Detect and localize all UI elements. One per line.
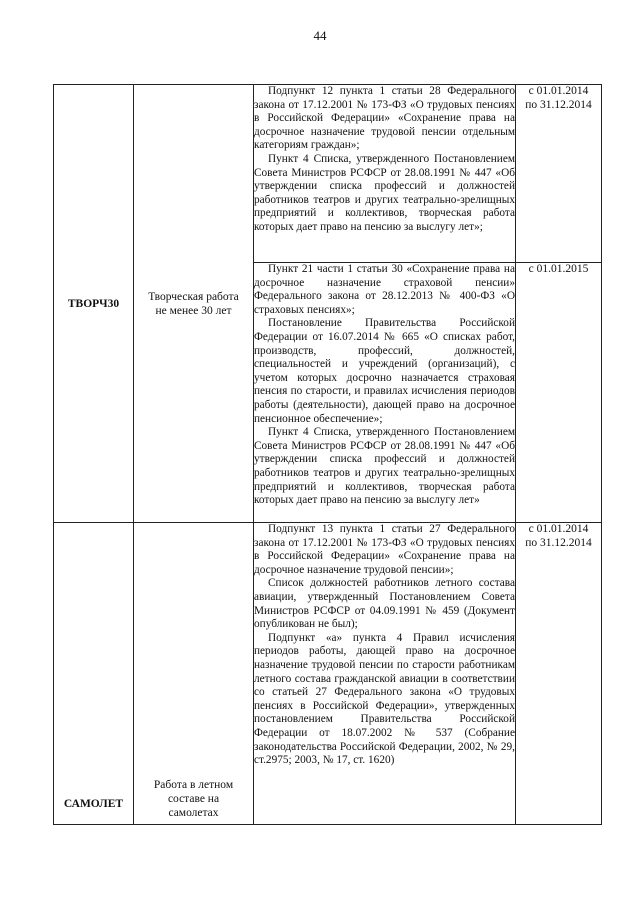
period-start: с 01.01.2015 xyxy=(528,263,589,275)
table-row xyxy=(54,85,602,263)
legal-basis-cell xyxy=(254,85,516,263)
legal-basis-cell xyxy=(254,523,516,825)
description-cell xyxy=(134,85,254,523)
period-start: с 01.01.2014 xyxy=(528,85,589,97)
period-cell xyxy=(516,85,602,263)
period-cell xyxy=(516,523,602,825)
period-cell xyxy=(516,263,602,523)
pension-table xyxy=(53,84,602,825)
period-start: с 01.01.2014 xyxy=(528,523,589,535)
description-line: составе на xyxy=(167,793,220,805)
description-line: самолетах xyxy=(168,807,219,819)
basis-paragraph: Постановление Правительства Российской Федерации от 16.07.2014 № 665 «О списках работ, производств, профессий, должностей, специальностей и учреждений (организаций), с учетом которых досрочно назначается страховая пенсия по старости, и правилах исчисления периодов работы (деятельности), дающей право на досрочное пенсионное обеспечение»; xyxy=(254,317,515,425)
description-line: не менее 30 лет xyxy=(155,304,232,317)
description-cell xyxy=(134,523,254,825)
basis-paragraph: Пункт 21 части 1 статьи 30 «Сохранение права на досрочное назначение страховой пенсии» Федерального закона от 28.12.2013 № 400-ФЗ «О страховых пенсиях»; xyxy=(254,263,515,316)
table-row xyxy=(54,523,602,825)
basis-paragraph: Пункт 4 Списка, утвержденного Постановлением Совета Министров РСФСР от 28.08.1991 № 447 «Об утверждении списка профессий и должностей работников театров и других театрально-зрелищных предприятий и коллективов, творческая работа которых дает право на пенсию за выслугу лет» xyxy=(254,426,515,507)
basis-paragraph: Подпункт 13 пункта 1 статьи 27 Федерального закона от 17.12.2001 № 173-ФЗ «О трудовых пенсиях в Российской Федерации» «Сохранение права на досрочное назначение трудовой пенсии»; xyxy=(254,523,515,576)
page-number: 44 xyxy=(313,28,327,43)
period-end: по 31.12.2014 xyxy=(525,536,592,549)
description-line: Работа в летном xyxy=(153,779,234,791)
basis-paragraph: Пункт 4 Списка, утвержденного Постановлением Совета Министров РСФСР от 28.08.1991 № 447 «Об утверждении списка профессий и должностей работников театров и других театрально-зрелищных предприятий и коллективов, творческая работа которых дает право на пенсию за выслугу лет»; xyxy=(254,152,515,233)
code-cell: ТВОРЧ30 xyxy=(54,85,134,523)
basis-paragraph: Подпункт 12 пункта 1 статьи 28 Федерального закона от 17.12.2001 № 173-ФЗ «О трудовых пенсиях в Российской Федерации» «Сохранение права на досрочное назначение трудовой пенсии отдельным категориям граждан»; xyxy=(254,85,515,152)
basis-paragraph: Подпункт «а» пункта 4 Правил исчисления периодов работы, дающей право на досрочное назначение трудовой пенсии по старости работникам летного состава гражданской авиации в соответствии со статьей 27 Федерального закона «О трудовых пенсиях в Российской Федерации», утвержденных постановлением Правительства Российской Федерации от 18.07.2002 № 537 (Собрание законодательства Российской Федерации, 2002, № 29, ст.2975; 2003, № 17, ст. 1620) xyxy=(254,631,515,767)
period-end: по 31.12.2014 xyxy=(525,98,592,111)
legal-basis-cell xyxy=(254,263,516,523)
basis-paragraph: Список должностей работников летного состава авиации, утвержденный Постановлением Совета Министров РСФСР от 04.09.1991 № 459 (Документ опубликован не был); xyxy=(254,577,515,631)
code-cell: САМОЛЕТ xyxy=(54,523,134,825)
description-line: Творческая работа xyxy=(148,290,239,303)
